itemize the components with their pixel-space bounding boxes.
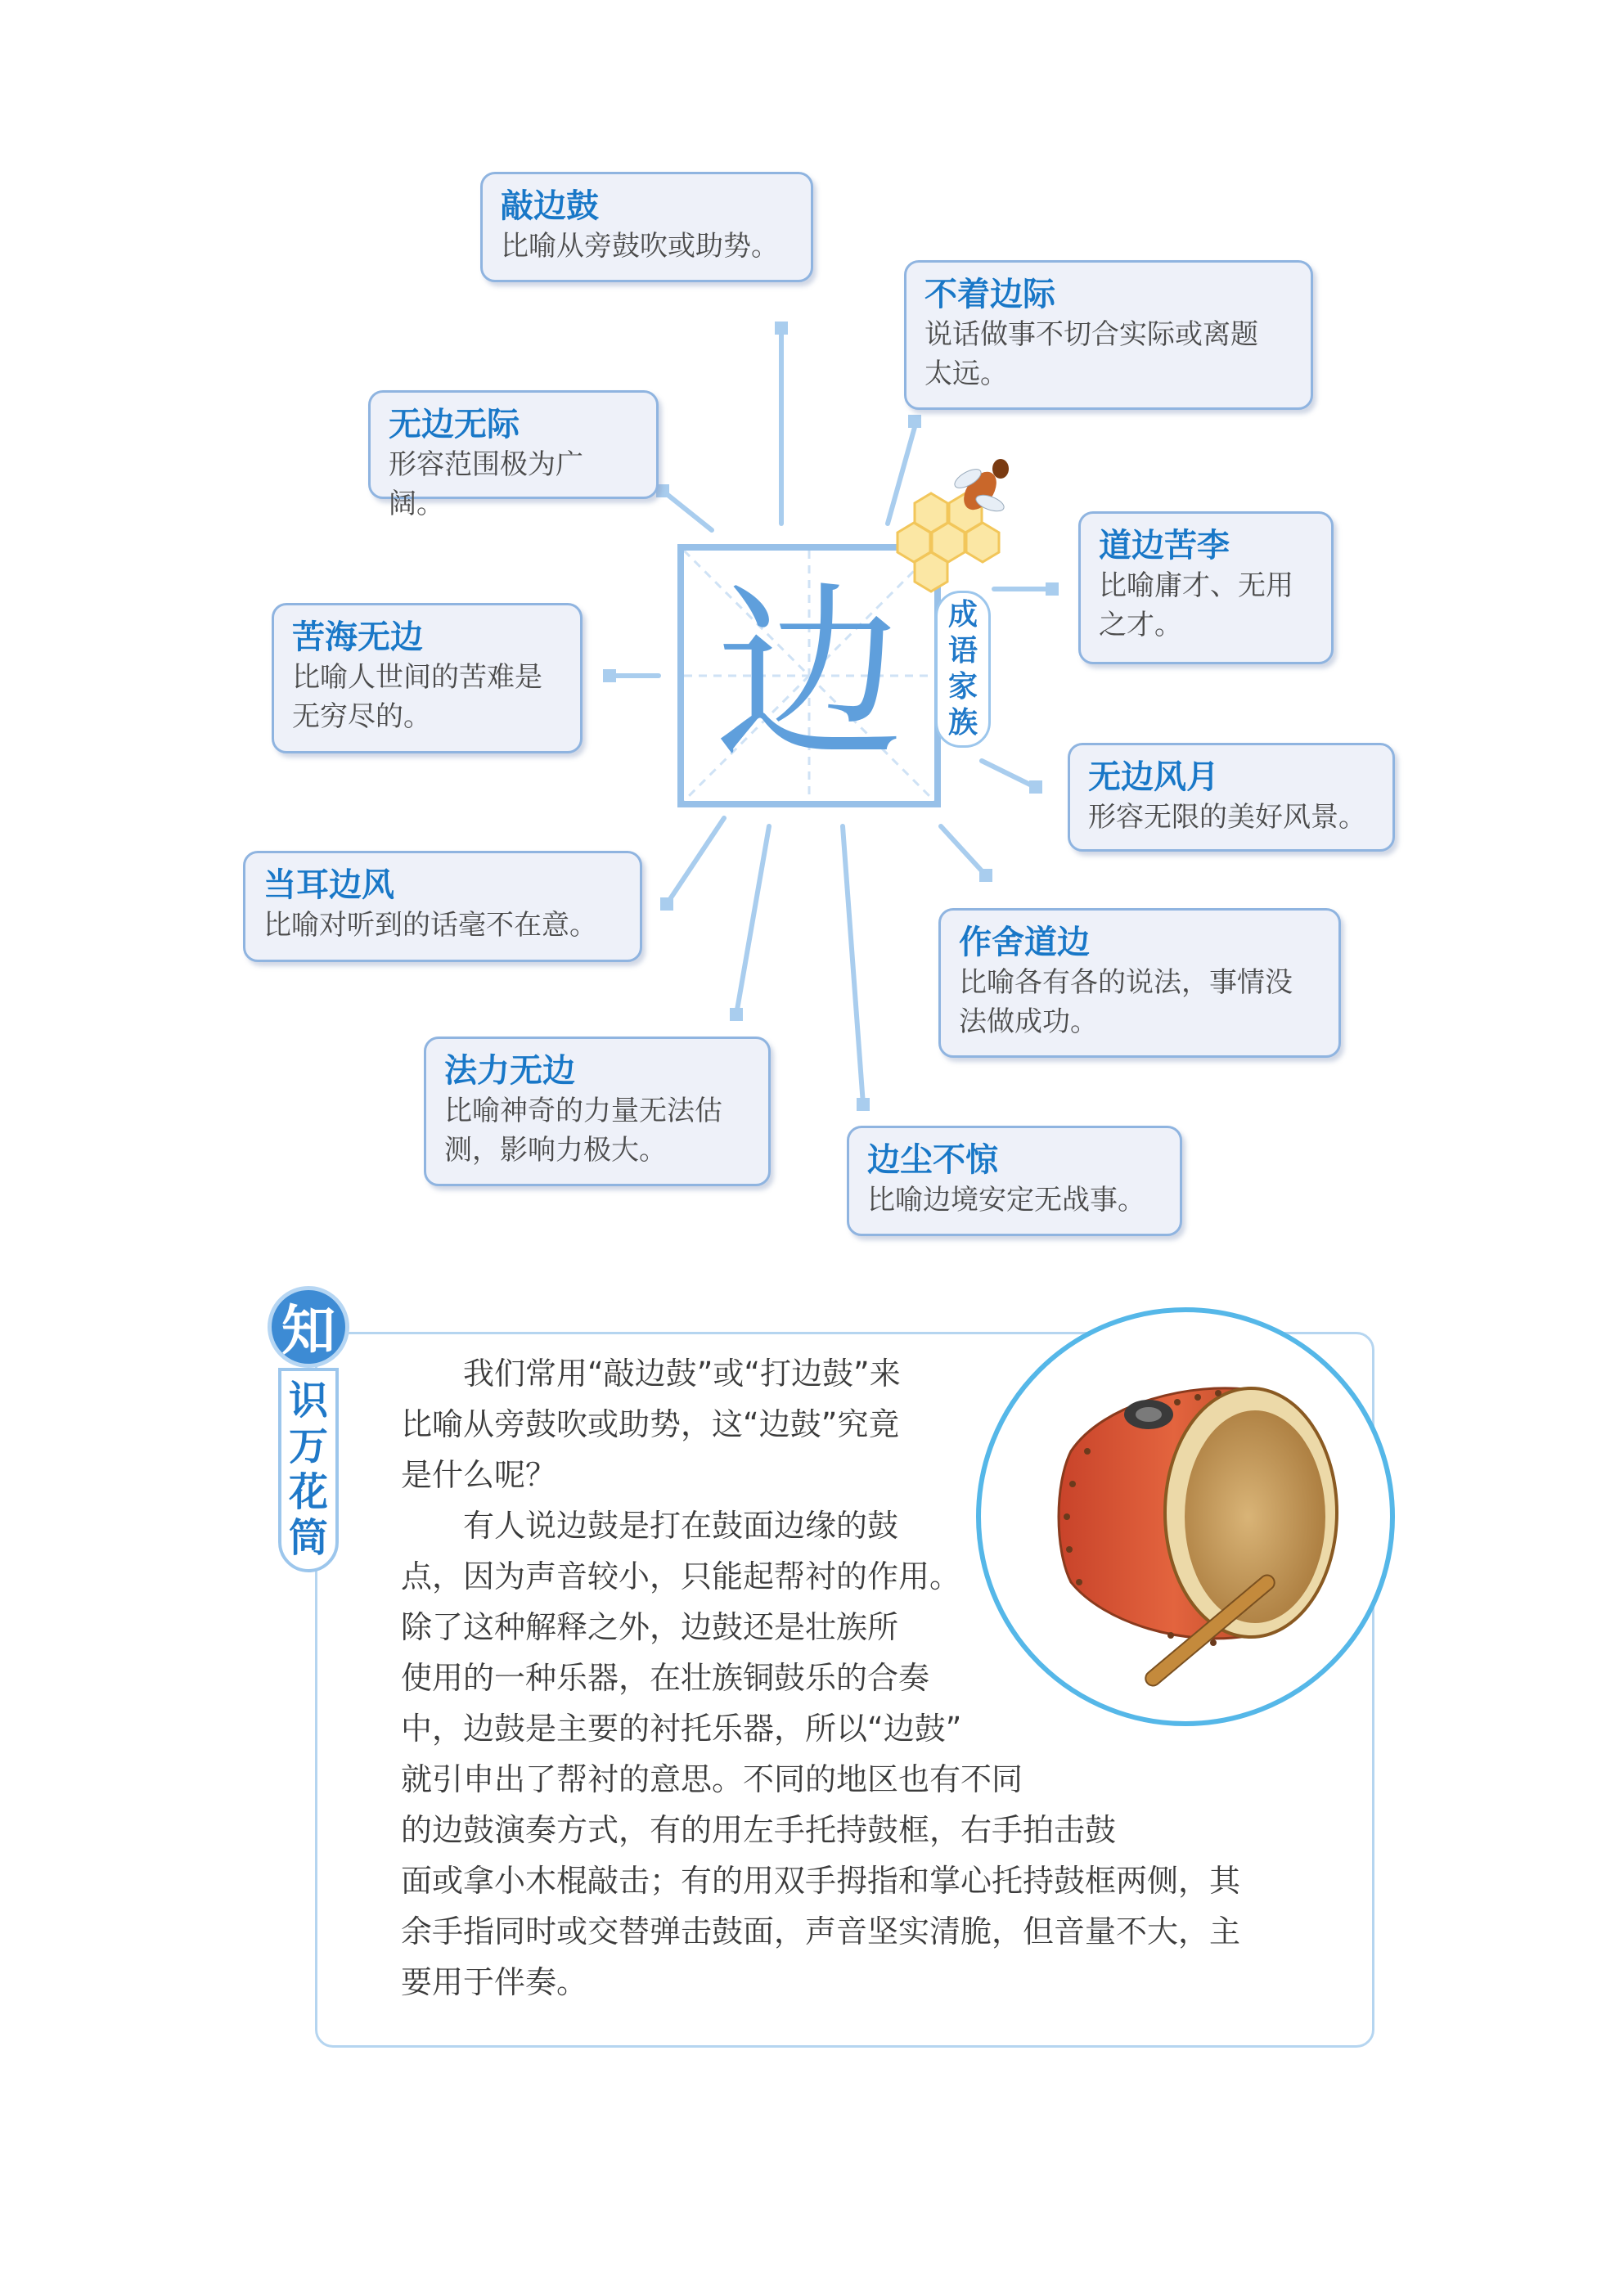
idiom-title: 当耳边风 (263, 866, 394, 904)
idiom-title: 道边苦李 (1099, 527, 1230, 564)
idiom-desc: 比喻庸才、无用 (1099, 569, 1293, 602)
drum-icon (981, 1312, 1390, 1721)
idiom-desc: 形容无限的美好风景。 (1088, 801, 1366, 834)
idiom-card (272, 603, 583, 753)
idiom-desc: 比喻从旁鼓吹或助势。 (501, 230, 779, 263)
idiom-card (1068, 743, 1395, 852)
idiom-desc: 比喻神奇的力量无法估 (444, 1095, 722, 1127)
knowledge-paragraph: 我们常用“敲边鼓”或“打边鼓”来 比喻从旁鼓吹或助势，这“边鼓”究竟 是什么呢？ 有人说边鼓是打在鼓面边缘的鼓 点，因为声音较小，只能起帮衬的作用。 除了这种解释之外，边鼓还是壮族所 使用的一种乐器，在壮族铜鼓乐的合奏 中，边鼓是主要的衬托乐器，所以“边鼓” 就引申出了帮衬的意思。不同的地区也有不同 的边鼓演奏方式，有的用左手托持鼓框，右手拍击鼓 面或拿小木棍敲击；有的用双手拇指和掌心托持鼓框两侧，其 余手指同时或交替弹击鼓面，声音坚实清脆，但音量不大，主 要用于伴奏。 (401, 1356, 1241, 2000)
idiom-title: 作舍道边 (959, 924, 1090, 961)
idiom-card (243, 851, 642, 962)
knowledge-badge: 知 (268, 1286, 349, 1368)
idiom-card (847, 1126, 1182, 1236)
idiom-card (904, 260, 1313, 410)
idiom-desc: 测，影响力极大。 (444, 1134, 667, 1167)
idiom-card (938, 908, 1341, 1058)
idiom-title: 无边风月 (1088, 758, 1219, 796)
idiom-desc: 比喻人世间的苦难是 (292, 661, 542, 694)
idiom-desc: 比喻各有各的说法，事情没 (959, 966, 1293, 999)
idiom-desc: 太远。 (924, 358, 1008, 390)
idiom-desc: 之才。 (1099, 609, 1182, 641)
center-character: 边 (714, 566, 903, 785)
honeycomb-bee-icon (882, 446, 1037, 593)
idiom-title: 法力无边 (444, 1052, 575, 1090)
idiom-desc: 形容范围极为广阔。 (389, 448, 583, 520)
idiom-card (480, 172, 813, 282)
idiom-title: 不着边际 (924, 276, 1055, 313)
knowledge-section-label: 识 万 花 筒 (278, 1368, 339, 1572)
idiom-desc: 比喻边境安定无战事。 (867, 1184, 1145, 1216)
idiom-desc: 无穷尽的。 (292, 700, 431, 733)
idiom-title: 苦海无边 (292, 618, 423, 656)
idiom-card (1078, 511, 1334, 664)
idiom-desc: 比喻对听到的话毫不在意。 (263, 909, 597, 942)
idiom-desc: 法做成功。 (959, 1005, 1098, 1038)
idiom-title: 无边无际 (389, 406, 520, 443)
idiom-desc: 说话做事不切合实际或离题 (924, 318, 1258, 351)
drum-illustration (976, 1307, 1395, 1726)
idiom-card (368, 390, 659, 520)
idiom-title: 边尘不惊 (867, 1141, 998, 1179)
idiom-card (424, 1037, 771, 1186)
idiom-title: 敲边鼓 (501, 187, 599, 225)
idiom-family-tag: 成 语 家 族 (935, 591, 991, 748)
